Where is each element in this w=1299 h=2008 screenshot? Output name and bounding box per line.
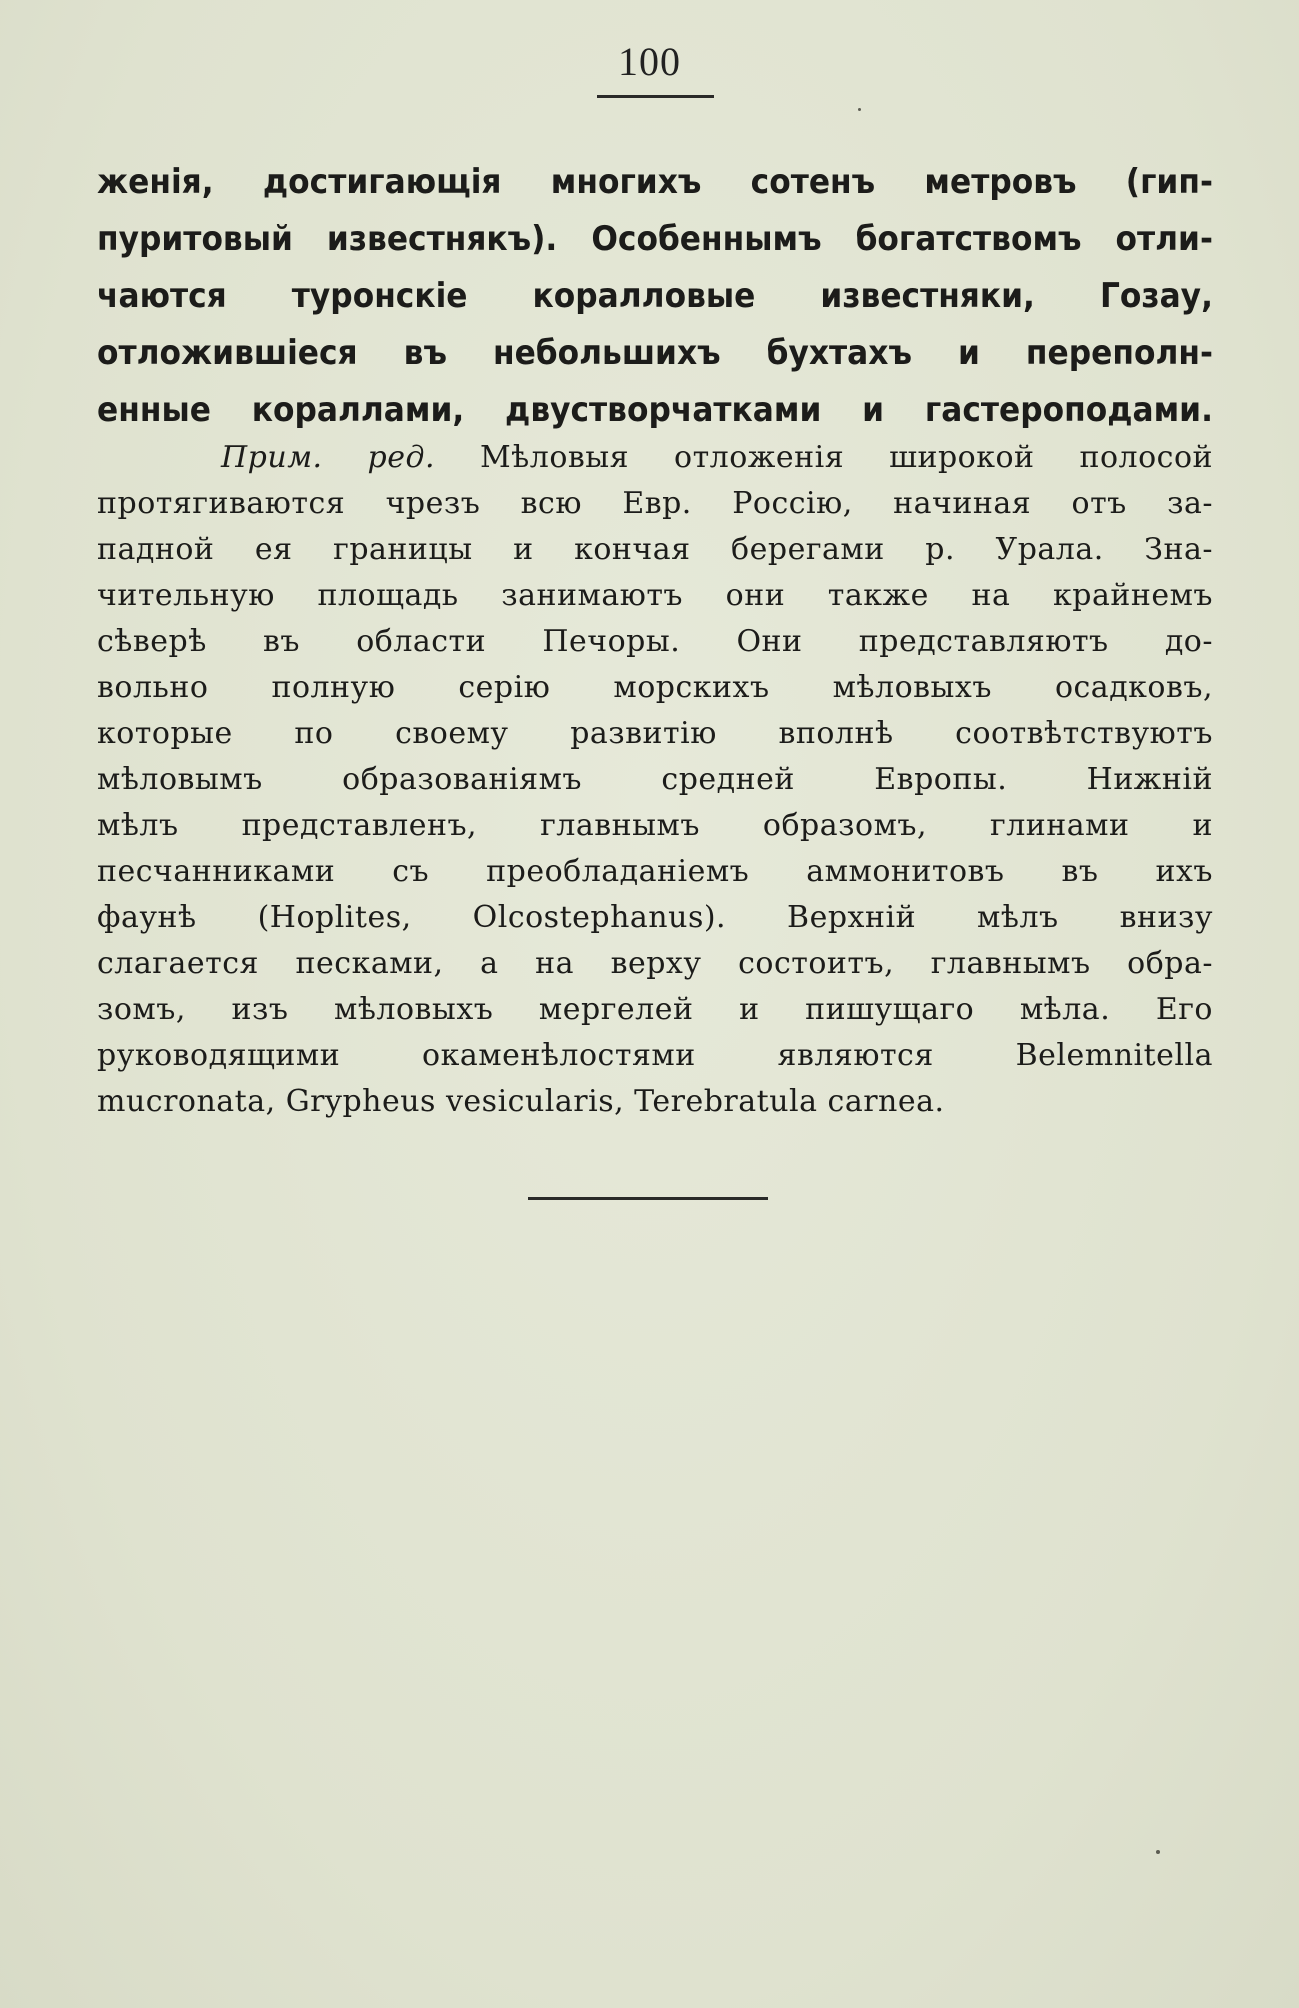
page-number: 100 [618, 39, 681, 84]
paper-speck [1156, 1850, 1160, 1854]
note-label: Прим. ред. [221, 440, 436, 475]
paper-speck [858, 108, 861, 111]
page-number-underline [597, 95, 714, 98]
book-page: 100 женія, достигающія многихъ сотенъ метровъ (гип- пуритовый известнякъ). Особеннымъ богатствомъ отли- чаются туронскіе коралловые известняки, Гозау, отложившіеся въ небольшихъ бухтахъ и переполн- енные кораллами, двустворчатками и гастероподами. Прим. ред. Мѣловыя отложенія широкой полосой протягиваются чрезъ всю Евр. Россію, начиная отъ за- падной ея границы и кончая берегами р. Урала. Зна- чительную площадь занимаютъ они также на крайнемъ сѣверѣ въ области Печоры. Они представляютъ до- вольно полную серію морскихъ мѣловыхъ осадковъ, которые по своему развитію вполнѣ соотвѣтствуютъ мѣловымъ образованіямъ средней Европы. Нижній мѣлъ представленъ, главнымъ образомъ, глинами и песчанниками съ преобладаніемъ аммонитовъ въ ихъ фаунѣ (Hoplites, Olcostephanus). Верхній мѣлъ внизу слагается песками, а на верху состоитъ, главнымъ обра- зомъ, изъ мѣловыхъ мергелей и пишущаго мѣла. Его руководящими окаменѣлостями являются Belemnitella mucronata, Grypheus vesicularis, Terebratula carnea. [0, 0, 1299, 2008]
closing-rule [528, 1197, 768, 1200]
note-first-line: Мѣловыя отложенія широкой полосой [479, 440, 1213, 475]
